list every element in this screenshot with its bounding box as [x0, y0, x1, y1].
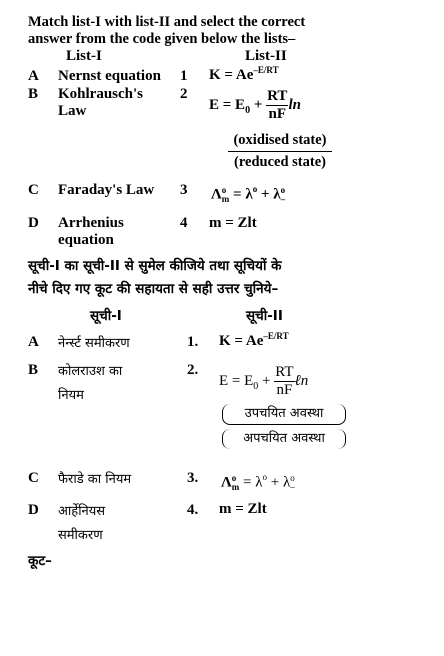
formula-1-exponent: –E/RT	[253, 65, 279, 75]
question-text-hindi	[28, 255, 282, 301]
hindi-question-line-2: नीचे दिए गए कूट की सहायता से सही उत्तर चुनिये–	[28, 281, 279, 297]
hindi-log-ratio	[222, 404, 346, 449]
hindi-formula-4: m = Zlt	[219, 501, 267, 517]
hindi-oxidised-state: उपचयित अवस्था	[222, 404, 346, 425]
hindi-row-a-letter: A	[28, 334, 39, 350]
hindi-row-d-item	[58, 500, 105, 548]
row-b-item	[58, 86, 143, 120]
question-line-2: answer from the code given below the lists–	[28, 31, 296, 47]
row-d-num: 4	[180, 215, 188, 231]
hindi-question-line-1: सूची-I का सूची-II से सुमेल कीजिये तथा सूचियों के	[28, 258, 282, 274]
hindi-row-a-num: 1.	[187, 334, 199, 350]
row-a-item: Nernst equation	[58, 68, 161, 84]
hindi-row-b-item-line1: कोलराउश का	[58, 364, 123, 379]
row-b-letter: B	[28, 86, 39, 102]
reduced-state: (reduced state)	[234, 154, 326, 170]
formula-3	[211, 186, 285, 204]
row-d-item-line2: equation	[58, 232, 114, 248]
hindi-row-d-item-line2: समीकरण	[58, 528, 103, 543]
formula-2-fraction	[266, 88, 288, 123]
hindi-formula-2-num: RT	[275, 364, 294, 380]
row-b-item-line2: Law	[58, 103, 87, 119]
formula-3-sup-3: o	[280, 185, 286, 195]
list1-header: List-I	[66, 48, 102, 64]
row-d-item	[58, 215, 124, 249]
formula-3-sup: o	[221, 185, 227, 195]
hindi-reduced-state: अपचयित अवस्था	[222, 429, 346, 449]
formula-3-eq: = λ	[229, 186, 253, 203]
formula-2-ln: ln	[288, 96, 301, 113]
row-b-num: 2	[180, 86, 188, 102]
hindi-formula-3	[221, 474, 295, 492]
formula-2-lhs: E = E	[209, 96, 246, 113]
list2-header: List-II	[245, 48, 287, 64]
hindi-formula-2-sub: 0	[253, 380, 259, 392]
formula-2	[209, 88, 301, 123]
row-c-num: 3	[180, 182, 188, 198]
hindi-row-d-letter: D	[28, 502, 39, 518]
hindi-formula-1-lhs: K = Ae	[219, 333, 264, 349]
hindi-formula-3-sub: m	[231, 482, 240, 492]
formula-2-den: nF	[268, 106, 287, 122]
formula-3-lambda-m: Λ	[211, 186, 222, 203]
hindi-formula-2-lhs: E = E	[219, 372, 254, 389]
formula-1-lhs: K = Ae	[209, 67, 254, 83]
hindi-row-c-num: 3.	[187, 470, 199, 486]
row-d-letter: D	[28, 215, 39, 231]
question-line-1: Match list-I with list-II and select the correct	[28, 14, 306, 30]
formula-3-minus: –	[280, 194, 286, 204]
hindi-row-c-item: फैराडे का नियम	[58, 472, 132, 487]
formula-4: m = Zlt	[209, 215, 257, 231]
hindi-formula-3-sup: o	[231, 473, 237, 483]
hindi-formula-3-eq: = λ	[239, 474, 263, 491]
hindi-row-b-item	[58, 360, 122, 408]
formula-3-plus: + λ	[257, 186, 281, 203]
hindi-formula-2-fraction	[274, 364, 294, 399]
row-c-item: Faraday's Law	[58, 182, 155, 198]
hindi-formula-3-minus: –	[290, 482, 295, 492]
row-b-item-line1: Kohlrausch's	[58, 86, 144, 102]
question-text-english	[28, 14, 305, 48]
formula-3-sub: m	[221, 194, 230, 204]
hindi-formula-1	[219, 333, 289, 350]
hindi-row-b-item-line2: नियम	[58, 388, 84, 403]
hindi-formula-3-sup-2: o	[262, 472, 267, 483]
hindi-formula-3-lambda-m: Λ	[221, 474, 232, 491]
hindi-list1-header: सूची-I	[90, 308, 122, 324]
hindi-row-d-item-line1: आर्हेनियस	[58, 504, 106, 519]
hindi-list2-header: सूची-II	[246, 308, 283, 324]
formula-2-num: RT	[267, 88, 288, 104]
formula-2-sub: 0	[245, 104, 251, 116]
hindi-formula-2	[219, 364, 308, 399]
row-a-letter: A	[28, 68, 39, 84]
row-c-letter: C	[28, 182, 39, 198]
hindi-formula-3-plus: + λ	[267, 474, 291, 491]
hindi-formula-3-sup-3: o	[290, 473, 295, 483]
row-d-item-line1: Arrhenius	[58, 215, 124, 231]
hindi-row-a-item: नेर्न्स्ट समीकरण	[58, 336, 130, 351]
hindi-formula-1-exponent: –E/RT	[263, 331, 289, 341]
formula-1	[209, 67, 279, 84]
hindi-row-b-letter: B	[28, 362, 39, 378]
hindi-formula-2-den: nF	[276, 382, 293, 398]
hindi-row-c-letter: C	[28, 470, 39, 486]
log-ratio	[228, 132, 332, 171]
hindi-row-d-num: 4.	[187, 502, 199, 518]
hindi-formula-2-ln: ℓn	[294, 372, 309, 389]
hindi-row-b-num: 2.	[187, 362, 199, 378]
code-label: कूट–	[28, 553, 52, 569]
row-a-num: 1	[180, 68, 188, 84]
oxidised-state: (oxidised state)	[228, 132, 332, 152]
hindi-formula-2-plus: +	[258, 372, 275, 389]
formula-2-plus: +	[250, 96, 267, 113]
formula-3-sup-2: o	[252, 184, 258, 195]
